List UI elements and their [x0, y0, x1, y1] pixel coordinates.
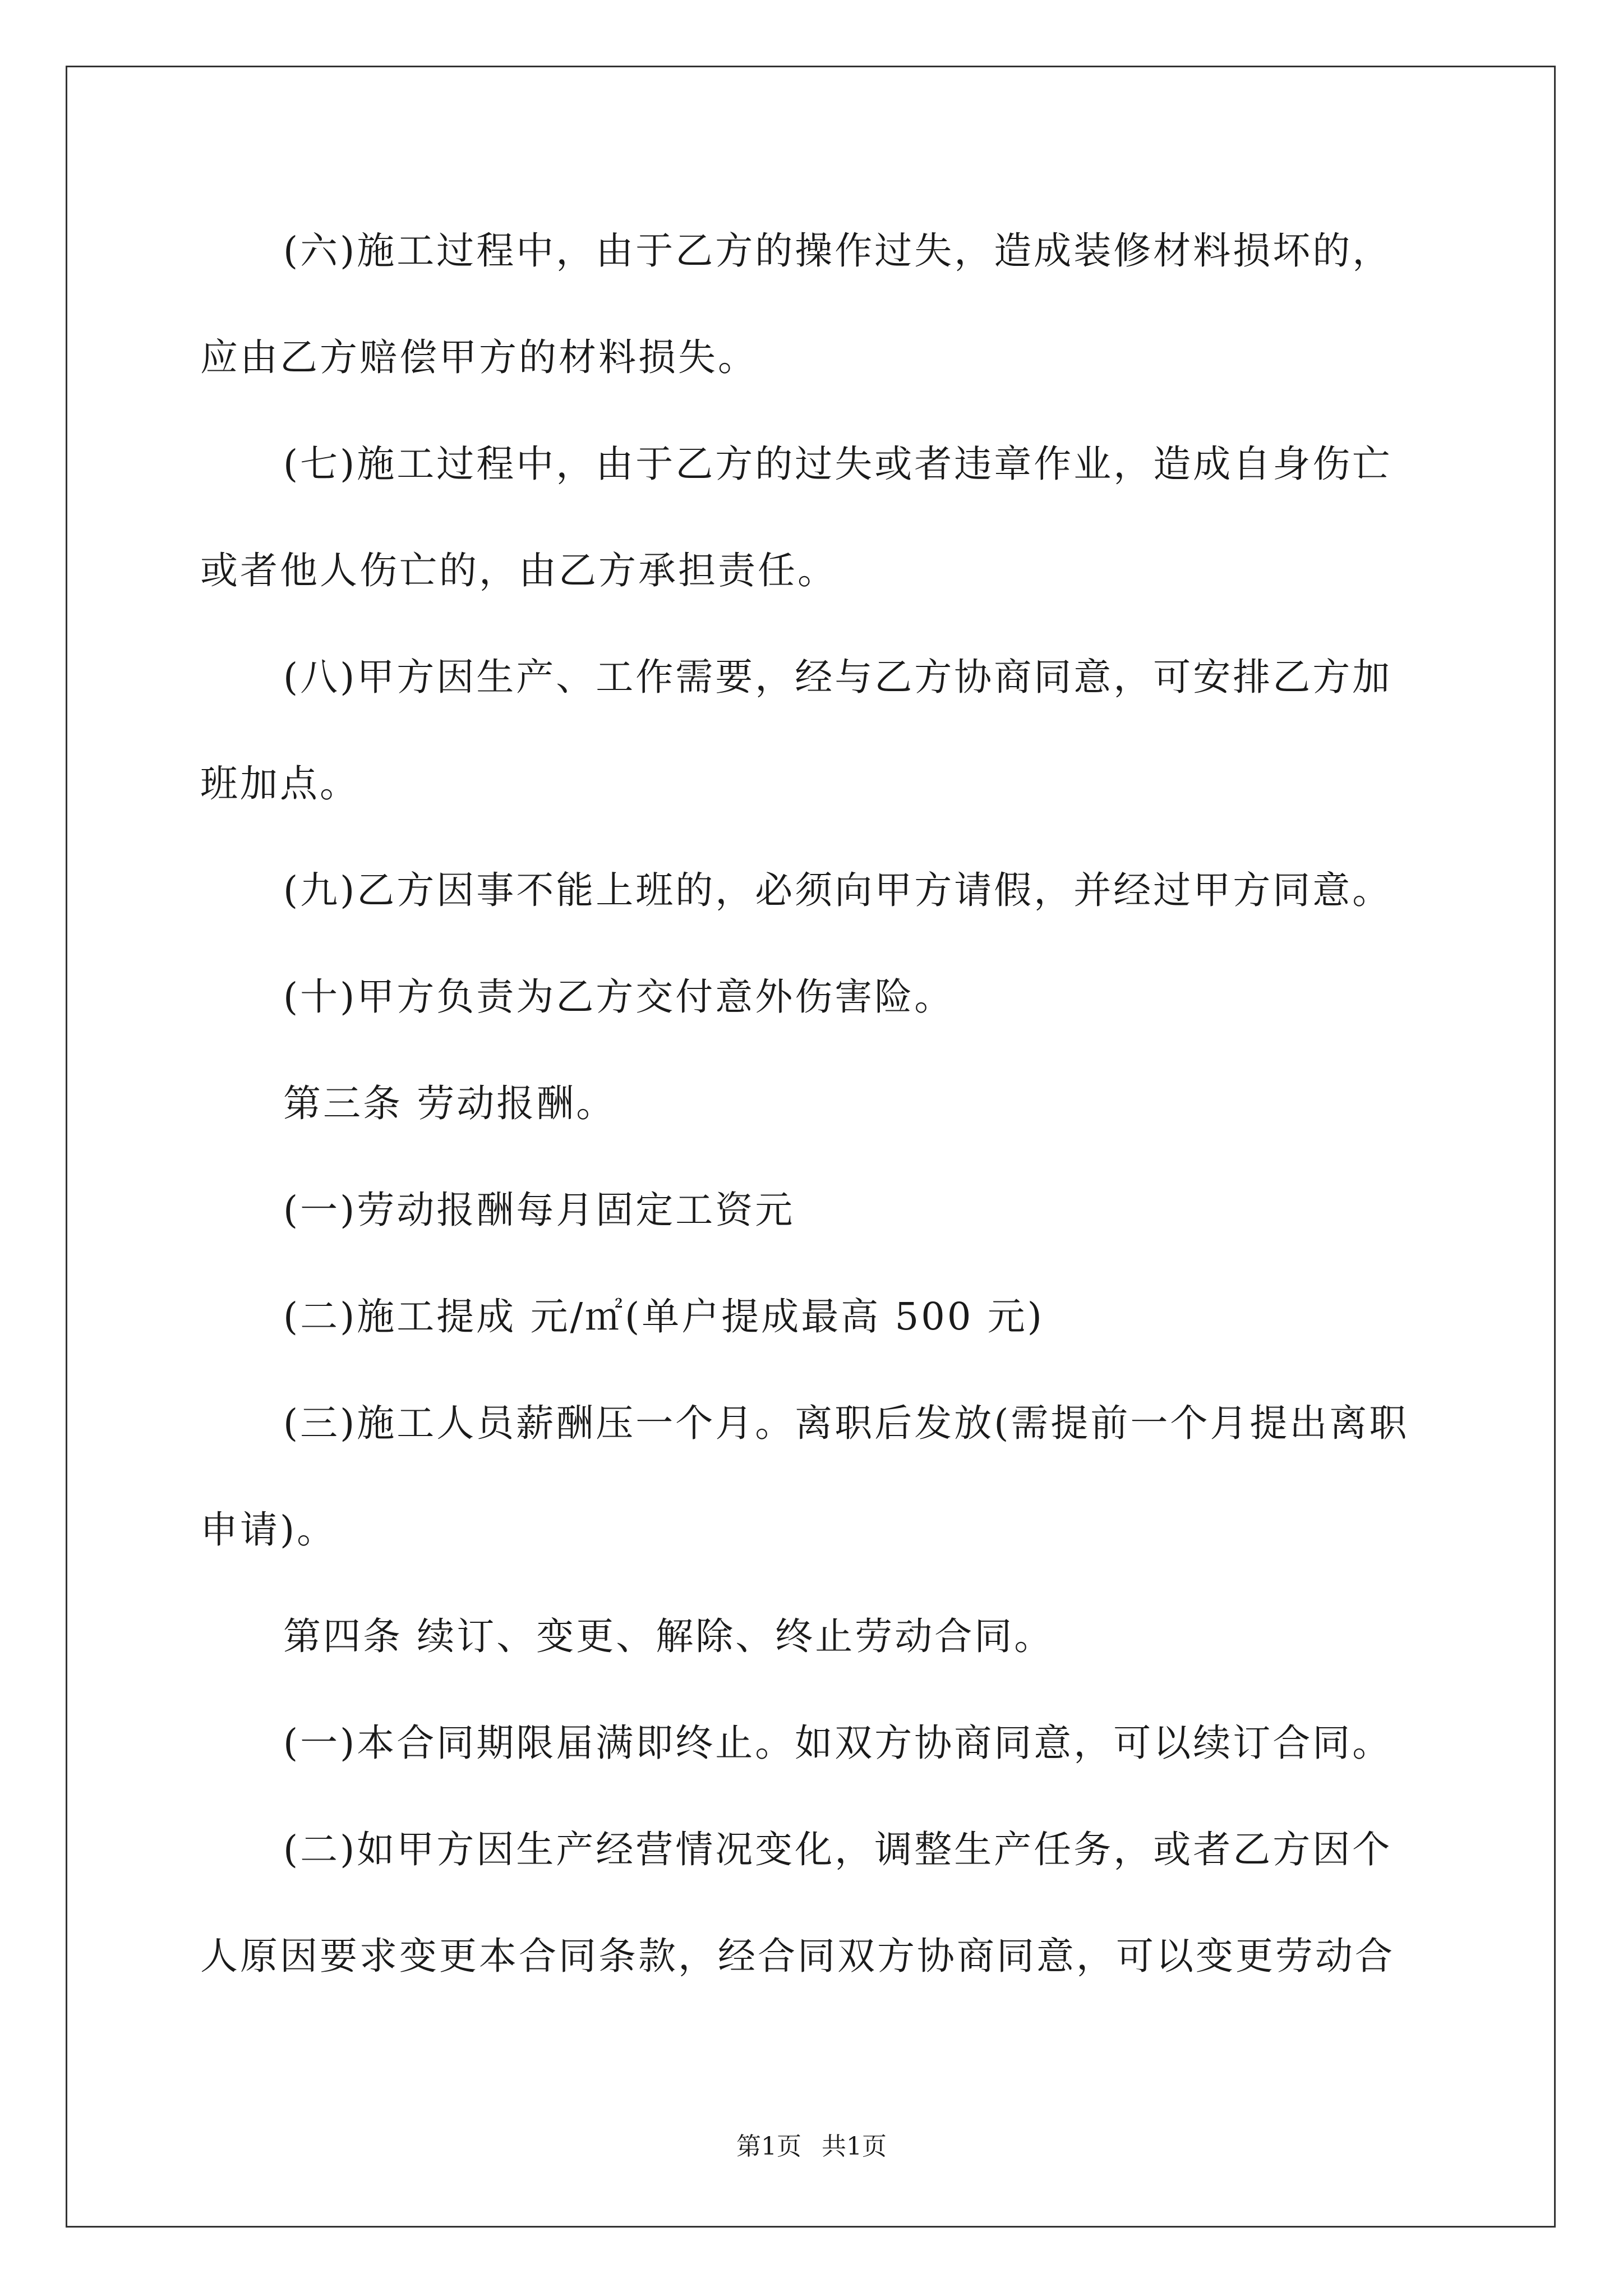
paragraph-line: 或者他人伤亡的，由乙方承担责任。 [200, 549, 837, 592]
paragraph-line: (九)乙方因事不能上班的，必须向甲方请假，并经过甲方同意。 [283, 868, 1393, 912]
paragraph-line: (一)本合同期限届满即终止。如双方协商同意，可以续订合同。 [283, 1721, 1393, 1765]
page-border [66, 66, 1556, 2228]
paragraph-line: (二)施工提成 元/㎡(单户提成最高 500 元) [283, 1295, 1044, 1338]
paragraph-line: 人原因要求变更本合同条款，经合同双方协商同意，可以变更劳动合 [200, 1934, 1395, 1978]
paragraph-line: (六)施工过程中，由于乙方的操作过失，造成装修材料损坏的， [283, 229, 1393, 273]
page-current: 第1页 [736, 2132, 801, 2161]
paragraph-line: (二)如甲方因生产经营情况变化，调整生产任务，或者乙方因个 [283, 1828, 1393, 1871]
paragraph-line: (八)甲方因生产、工作需要，经与乙方协商同意，可安排乙方加 [283, 655, 1393, 699]
page-footer [0, 2132, 1623, 2162]
paragraph-line: 申请)。 [200, 1508, 337, 1552]
paragraph-line: 班加点。 [200, 762, 359, 806]
paragraph-line: 应由乙方赔偿甲方的材料损失。 [200, 335, 758, 379]
paragraph-line: (一)劳动报酬每月固定工资元 [283, 1188, 795, 1232]
paragraph-line: (七)施工过程中，由于乙方的过失或者违章作业，造成自身伤亡 [283, 442, 1393, 486]
section-heading: 第四条 续订、变更、解除、终止劳动合同。 [283, 1614, 1054, 1658]
section-heading: 第三条 劳动报酬。 [283, 1082, 616, 1125]
paragraph-line: (十)甲方负责为乙方交付意外伤害险。 [283, 975, 955, 1019]
page-total: 共1页 [822, 2132, 887, 2161]
paragraph-line: (三)施工人员薪酬压一个月。离职后发放(需提前一个月提出离职 [283, 1401, 1409, 1445]
